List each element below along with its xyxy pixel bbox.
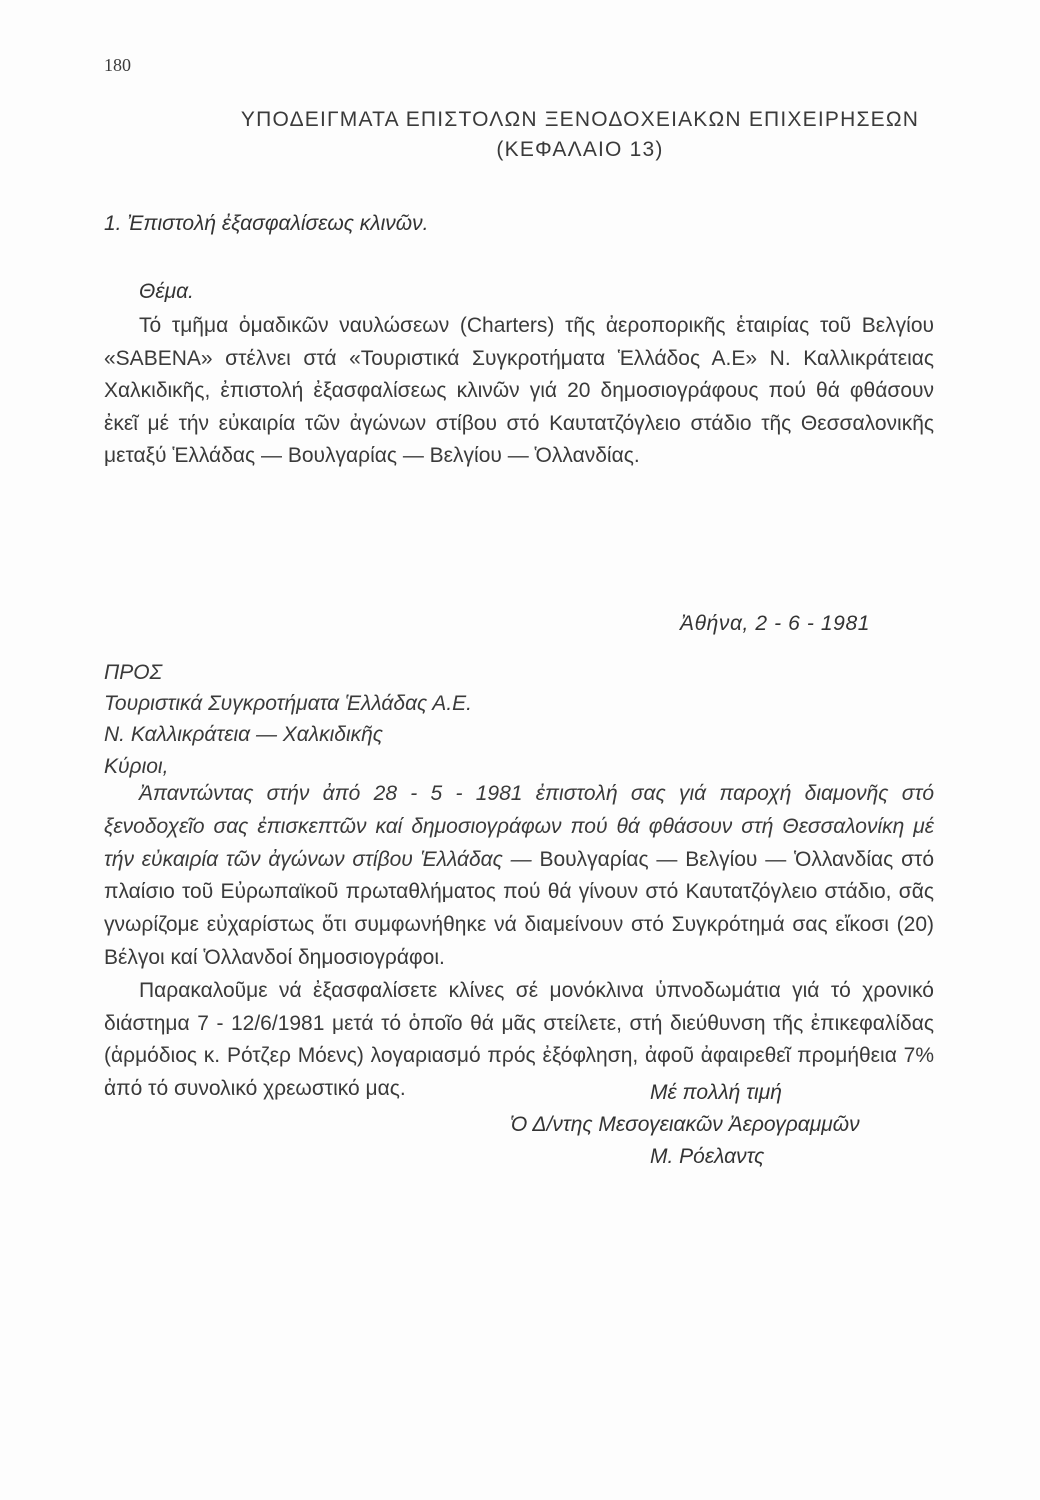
salutation: Κύριοι,	[104, 755, 169, 778]
section-title: 1. Ἐπιστολή ἐξασφαλίσεως κλινῶν.	[104, 212, 429, 235]
recipient-block	[104, 657, 472, 750]
paragraph-1-regular: Βουλγαρίας — Βελγίου — Ὁλλανδίας στό πλαίσιο τοῦ Εὐρωπαϊκοῦ πρωταθλήματος πού θά γίνουν στό Καυτατζόγλειο στάδιο, σᾶς γνωρίζομε εὐχαρίστως ὅτι συμφωνήθηκε νά διαμείνουν στό Συγκρότημά σας εἴκοσι (20) Βέλγοι καί Ὁλλανδοί δημοσιογράφοι.	[104, 847, 935, 969]
subject-label: Θέμα.	[139, 280, 194, 303]
chapter-subtitle: (ΚΕΦΑΛΑΙΟ 13)	[496, 138, 664, 161]
signatory-title: Ὁ Δ/ντης Μεσογειακῶν Ἀερογραμμῶν	[510, 1113, 860, 1136]
letter-paragraph-2: Παρακαλοῦμε νά ἐξασφαλίσετε κλίνες σέ μονόκλινα ὑπνοδωμάτια γιά τό χρονικό διάστημα 7 - 12/6/1981 μετά τό ὁποῖο θά μᾶς στείλετε, στή διεύθυνση τῆς ἐπικεφαλίδας (ἁρμόδιος κ. Ρότζερ Μόενς) λογαριασμό πρός ἐξόφληση, ἀφοῦ ἀφαιρεθεῖ προμήθεια 7% ἀπό τό συνολικό χρεωστικό μας.	[104, 978, 934, 1101]
closing-block	[500, 1077, 940, 1173]
recipient-address: Ν. Καλλικράτεια — Χαλκιδικῆς	[104, 723, 383, 746]
letter-body	[104, 778, 934, 1106]
recipient-to: ΠΡΟΣ	[104, 661, 163, 684]
recipient-company: Τουριστικά Συγκροτήματα Ἑλλάδας Α.Ε.	[104, 692, 472, 715]
closing-regards: Μέ πολλή τιμή	[650, 1081, 782, 1104]
subject-text: Τό τμῆμα ὁμαδικῶν ναυλώσεων (Charters) τῆς ἀεροπορικῆς ἑταιρίας τοῦ Βελγίου «SABENA» στέλνει στά «Τουριστικά Συγκροτήματα Ἑλλάδος Α.Ε» Ν. Καλλικράτειας Χαλκιδικῆς, ἐπιστολή ἐξασφαλίσεως κλινῶν γιά 20 δημοσιογράφους πού θά φθάσουν ἐκεῖ μέ τήν εὐκαιρία τῶν ἀγώνων στίβου στό Καυτατζόγλειο στάδιο τῆς Θεσσαλονικῆς μεταξύ Ἑλλάδας — Βουλγαρίας — Βελγίου — Ὁλλανδίας.	[104, 314, 934, 467]
page-number: 180	[104, 55, 131, 75]
letter-paragraph-1	[104, 778, 934, 975]
chapter-title: ΥΠΟΔΕΙΓΜΑΤΑ ΕΠΙΣΤΟΛΩΝ ΞΕΝΟΔΟΧΕΙΑΚΩΝ ΕΠΙΧΕΙΡΗΣΕΩΝ	[240, 108, 920, 131]
chapter-heading	[0, 105, 1040, 165]
paragraph-1-italic: Ἀπαντώντας στήν ἀπό 28 - 5 - 1981 ἐπιστολή σας γιά παροχή διαμονῆς στό ξενοδοχεῖο σας ἐπισκεπτῶν καί δημοσιογράφων πού θά φθάσουν στή Θεσσαλονίκη μέ τήν εὐκαιρία τῶν ἀγώνων στίβου Ἑλλάδας —	[104, 782, 934, 871]
signatory-name: Μ. Ρόελαντς	[650, 1145, 765, 1168]
letter-date: Ἀθήνα, 2 - 6 - 1981	[680, 612, 871, 635]
